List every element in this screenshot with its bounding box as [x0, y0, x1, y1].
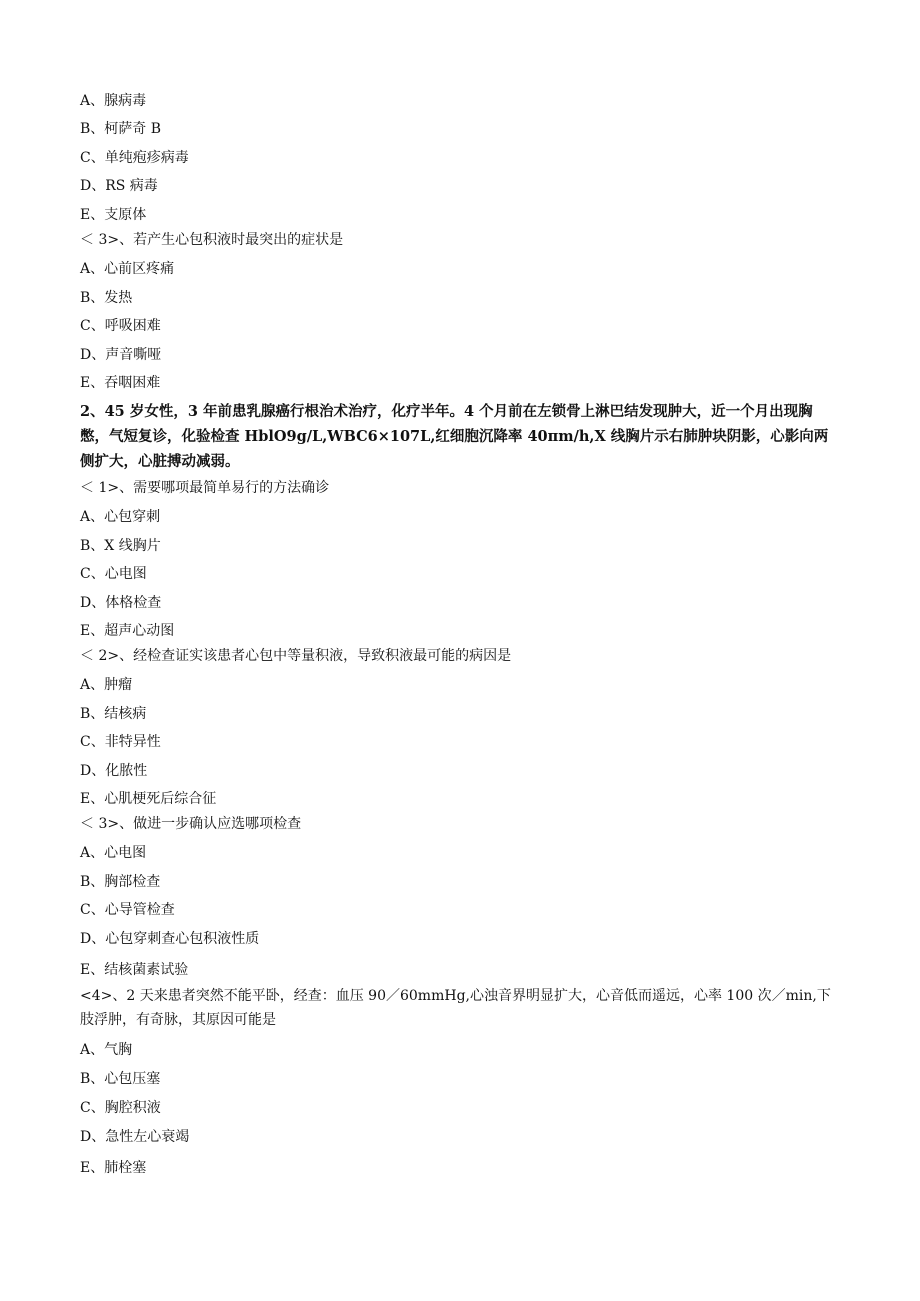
option-line: A、腺病毒	[80, 93, 147, 109]
option-line: A、心电图	[80, 845, 147, 861]
question-line: ＜ 3>、做进一步确认应选哪项检查	[80, 816, 302, 832]
option-line: E、结核菌素试验	[80, 962, 189, 978]
option-line: C、非特异性	[80, 734, 161, 750]
option-line: B、胸部检查	[80, 874, 161, 890]
option-line: E、吞咽困难	[80, 375, 161, 391]
option-line: A、肿瘤	[80, 677, 133, 693]
option-line: C、单纯疱疹病毒	[80, 150, 189, 166]
option-line: C、心电图	[80, 566, 147, 582]
question-line: ＜ 1>、需要哪项最简单易行的方法确诊	[80, 480, 330, 496]
option-line: B、柯萨奇 B	[80, 121, 162, 137]
option-line: B、心包压塞	[80, 1071, 161, 1087]
option-line: C、心导管检查	[80, 902, 175, 918]
option-line: E、肺栓塞	[80, 1160, 147, 1176]
option-line: C、胸腔积液	[80, 1100, 161, 1116]
option-line: D、体格检查	[80, 595, 162, 611]
option-line: D、心包穿刺查心包积液性质	[80, 931, 260, 947]
option-line: D、急性左心衰竭	[80, 1129, 190, 1145]
option-line: D、化脓性	[80, 763, 148, 779]
option-line: C、呼吸困难	[80, 318, 161, 334]
question-4-stem: <4>、2 天来患者突然不能平卧，经查：血压 90／60mmHg,心浊音界明显扩大，心音低而遥远，心率 100 次／min,下肢浮肿，有奇脉，其原因可能是	[80, 988, 831, 1028]
question-line: ＜ 2>、经检查证实该患者心包中等量积液，导致积液最可能的病因是	[80, 648, 512, 664]
option-line: A、气胸	[80, 1042, 133, 1058]
option-line: E、支原体	[80, 207, 147, 223]
option-line: B、X 线胸片	[80, 538, 161, 554]
option-line: D、RS 病毒	[80, 178, 158, 194]
option-line: A、心前区疼痛	[80, 261, 175, 277]
option-line: B、发热	[80, 290, 133, 306]
option-line: D、声音嘶哑	[80, 347, 162, 363]
question-line: ＜ 3>、若产生心包积液时最突出的症状是	[80, 232, 344, 248]
option-line: E、心肌梗死后综合征	[80, 791, 217, 807]
case-2-stem: 2、45 岁女性，3 年前患乳腺癌行根治术治疗，化疗半年。4 个月前在左锁骨上淋巴结发现肿大，近一个月出现胸憋，气短复诊，化验检查 HblO9g/L,WBC6×107L,红细胞沉降率 40πm/h,X 线胸片示右肺肿块阴影，心影向两侧扩大，心脏搏动减弱。	[80, 403, 829, 470]
option-line: B、结核病	[80, 706, 147, 722]
option-line: A、心包穿刺	[80, 509, 161, 525]
option-line: E、超声心动图	[80, 623, 175, 639]
